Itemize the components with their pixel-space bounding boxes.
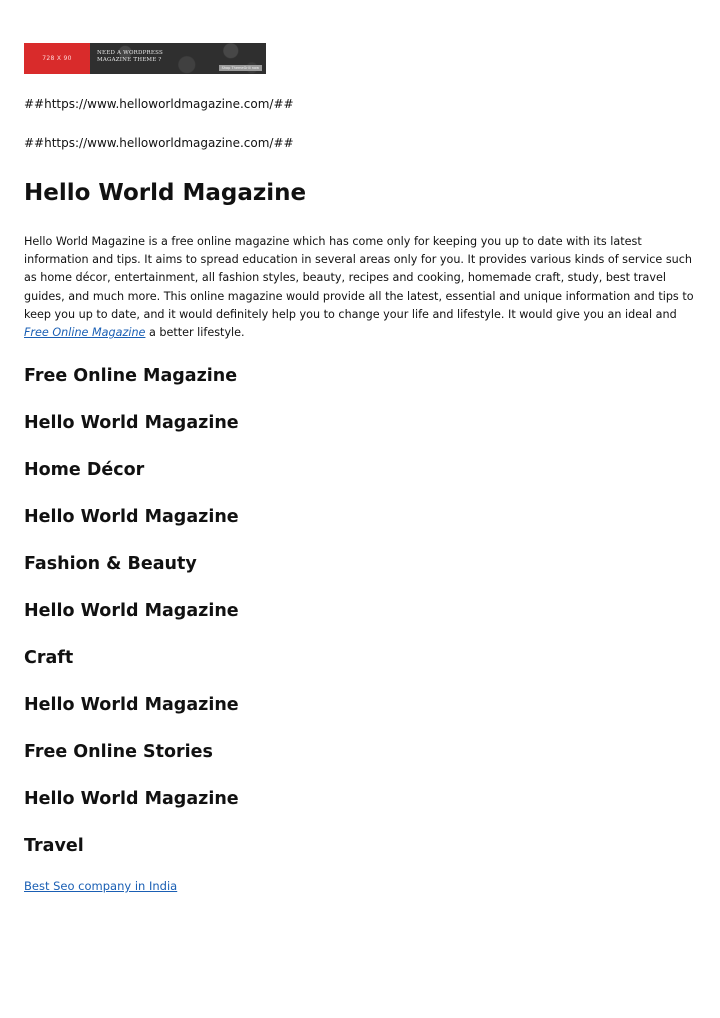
section-heading: Hello World Magazine	[24, 695, 239, 715]
banner-headline-line2: MAGAZINE THEME ?	[97, 57, 162, 63]
url-text: ##https://www.helloworldmagazine.com/##	[24, 136, 294, 150]
section-heading: Hello World Magazine	[24, 507, 239, 527]
url-text: ##https://www.helloworldmagazine.com/##	[24, 97, 294, 111]
section-heading: Craft	[24, 648, 74, 668]
section-heading: Fashion & Beauty	[24, 554, 197, 574]
ad-banner[interactable]	[24, 43, 266, 74]
section-heading: Travel	[24, 836, 84, 856]
section-heading: Hello World Magazine	[24, 413, 239, 433]
banner-cta-button[interactable]: Shop ThemeGrill now	[219, 65, 262, 71]
best-seo-company-link[interactable]: Best Seo company in India	[24, 879, 178, 893]
banner-headline	[97, 50, 187, 64]
page-title: Hello World Magazine	[24, 180, 307, 206]
section-headings	[24, 363, 696, 880]
section-heading: Hello World Magazine	[24, 601, 239, 621]
intro-text-before-link: Hello World Magazine is a free online magazine which has come only for keeping you up to date with its latest information and tips. It aims to spread education in several areas only for you. It provides various kinds of service such as home décor, entertainment, all fashion styles, beauty, recipes and cooking, homemade craft, study, best travel guides, and much more. This online magazine would provide all the latest, essential and unique information and tips to keep you up to date, and it would definitely help you to change your life and lifestyle. It would give you an ideal and	[24, 235, 694, 321]
intro-paragraph	[24, 233, 696, 342]
section-heading: Free Online Magazine	[24, 366, 238, 386]
banner-headline-line1: NEED A WORDPRESS	[97, 50, 163, 56]
banner-size-label: 728 X 90	[24, 43, 90, 74]
free-online-magazine-link[interactable]: Free Online Magazine	[24, 326, 146, 340]
section-heading: Home Décor	[24, 460, 145, 480]
banner-image	[90, 43, 266, 74]
document-page	[24, 43, 696, 893]
intro-text-after-link: a better lifestyle.	[145, 326, 245, 340]
section-heading: Hello World Magazine	[24, 789, 239, 809]
section-heading: Free Online Stories	[24, 742, 213, 762]
